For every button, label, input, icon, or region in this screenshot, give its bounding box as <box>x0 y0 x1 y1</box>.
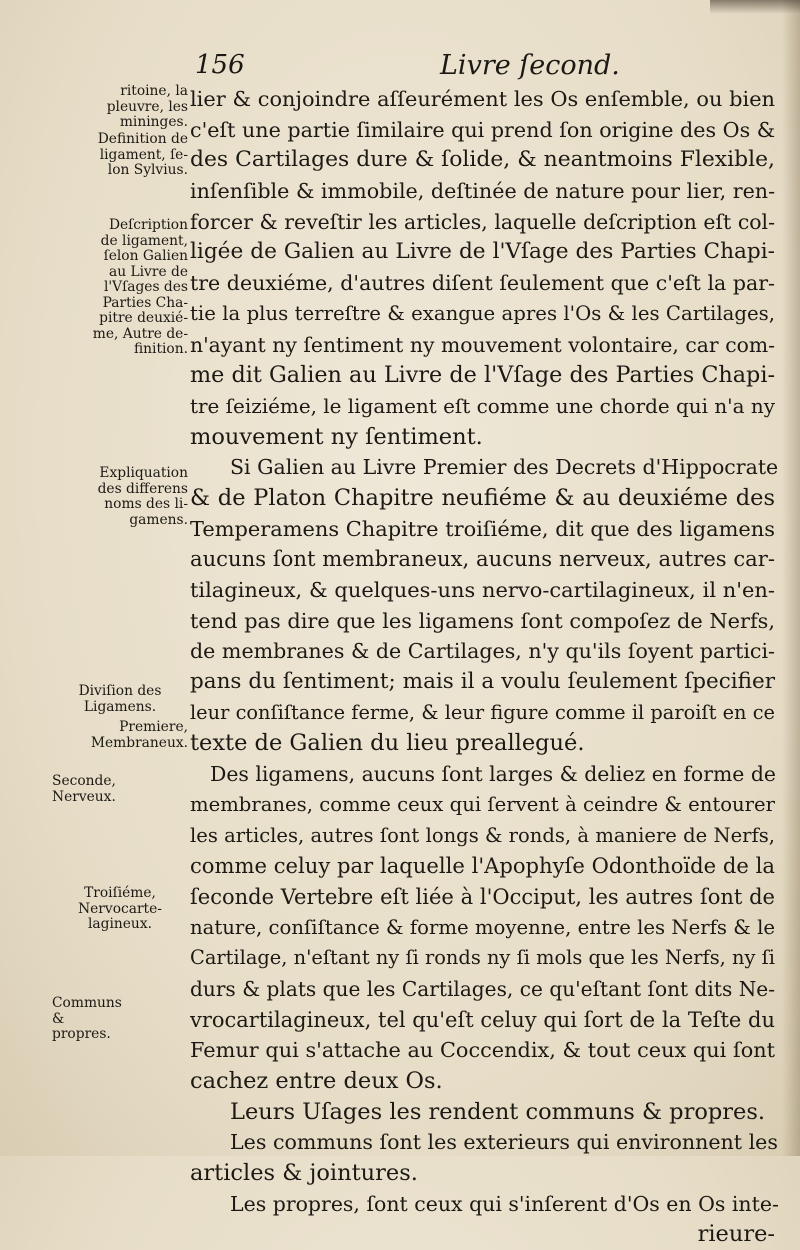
margin-note-line: Membraneux. <box>90 734 188 751</box>
margin-note-line: l'Vſages des <box>103 279 188 295</box>
margin-note-line: Nervocarte- <box>78 900 162 917</box>
text-line: Temperamens Chapitre troiſiéme, dit que des ligamens <box>190 516 775 541</box>
text-line: vrocartilagineux, tel qu'eſt celuy qui ſort de la Teſte du <box>190 1007 775 1032</box>
margin-note-line: Nerveux. <box>52 788 116 805</box>
text-line: tie la plus terreſtre & exangue apres l'Os & les Cartilages, <box>190 301 775 325</box>
margin-note-line: noms des li- <box>104 496 188 512</box>
margin-note-line: Troiſiéme, <box>84 885 156 901</box>
text-line: membranes, comme ceux qui ſervent à ceindre & entourer <box>190 792 775 816</box>
running-title: Livre ſecond. <box>440 50 620 81</box>
margin-note <box>52 684 188 715</box>
margin-note-line: me, Autre de- <box>92 325 188 342</box>
text-line: lier & conjoindre aſſeurément les Os enſemble, ou bien <box>190 87 775 111</box>
text-line: texte de Galien du lieu preallegué. <box>190 730 585 757</box>
text-line: forcer & reveſtir les articles, laquelle deſcription eſt col- <box>190 209 775 234</box>
text-line: Les communs ſont les exterieurs qui environnent les <box>230 1130 778 1155</box>
text-line: les articles, autres ſont longs & ronds, à maniere de Nerfs, <box>190 823 775 847</box>
margin-note-line: lagineux. <box>88 916 152 932</box>
margin-note-line: Parties Cha- <box>102 294 188 311</box>
text-line: Femur qui s'attache au Coccendix, & tout ceux qui ſont <box>190 1038 775 1063</box>
margin-note-line: au Livre de <box>108 263 188 280</box>
margin-note-line: mininges. <box>119 114 188 130</box>
text-line: rieure- <box>697 1221 775 1248</box>
margin-note-line: pitre deuxié- <box>99 310 188 326</box>
margin-note <box>52 720 188 751</box>
text-line: n'ayant ny ſentiment ny mouvement volontaire, car com- <box>190 332 775 357</box>
text-line: Des ligamens, aucuns ſont larges & deliez en forme de <box>210 762 776 787</box>
margin-note-line: pleuvre, les <box>106 98 188 115</box>
margin-note-line: finition. <box>133 341 188 357</box>
margin-note <box>52 132 188 179</box>
text-line: Les propres, ſont ceux qui s'inſerent d'Os en Os inte- <box>230 1191 779 1216</box>
margin-note <box>52 218 188 358</box>
margin-note-line: Seconde, <box>52 773 116 789</box>
margin-note-line: lon Sylvius. <box>107 162 188 178</box>
margin-note-line: Diviſion des <box>78 683 162 699</box>
margin-note <box>52 466 188 528</box>
margin-note <box>52 84 188 131</box>
text-line: Cartilage, n'eſtant ny ſi ronds ny ſi mols que les Nerfs, ny ſi <box>190 946 775 970</box>
margin-note-line: Premiere, <box>119 719 188 735</box>
page-header <box>195 50 765 86</box>
text-line: Si Galien au Livre Premier des Decrets d'Hippocrate <box>230 455 779 480</box>
text-line: me dit Galien au Livre de l'Vſage des Parties Chapi- <box>190 362 775 389</box>
margin-note-line: ſelon Galien <box>103 248 188 264</box>
text-line: cachez entre deux Os. <box>190 1068 443 1094</box>
margin-note <box>52 996 188 1043</box>
margin-note-line: de ligament, <box>100 232 188 249</box>
text-line: pans du ſentiment; mais il a voulu ſeulement ſpecifier <box>190 669 775 695</box>
text-line: ligée de Galien au Livre de l'Vſage des Parties Chapi- <box>190 239 775 265</box>
text-line: aucuns ſont membraneux, aucuns nerveux, autres car- <box>190 546 775 572</box>
text-line: tend pas dire que les ligamens ſont compoſez de Nerfs, <box>190 608 775 633</box>
text-line: leur conſiſtance ferme, & leur figure comme il paroiſt en ce <box>190 700 775 724</box>
margin-note-line: Expliquation <box>99 465 188 481</box>
text-line: & de Platon Chapitre neufiéme & au deuxiéme des <box>190 484 775 511</box>
text-line: ſeconde Vertebre eſt liée à l'Occiput, les autres ſont de <box>190 883 775 909</box>
text-line: tre ſeiziéme, le ligament eſt comme une chorde qui n'a ny <box>190 393 775 418</box>
margin-note-line: Ligamens. <box>83 698 157 715</box>
margin-note-line: gamens. <box>129 511 188 528</box>
text-line: mouvement ny ſentiment. <box>190 423 483 450</box>
text-line: inſenſible & immobile, deſtinée de nature pour lier, ren- <box>190 179 776 204</box>
margin-note <box>52 774 188 805</box>
text-line: tre deuxiéme, d'autres diſent ſeulement que c'eſt la par- <box>190 271 775 296</box>
margin-note-line: Definition de <box>97 131 188 147</box>
page-edge-shadow <box>782 0 800 1156</box>
text-line: articles & jointures. <box>190 1160 418 1187</box>
margin-note-line: ritoine, la <box>120 83 188 99</box>
text-line: c'eſt une partie ſimilaire qui prend ſon origine des Os & <box>190 117 776 142</box>
text-line: Leurs Uſages les rendent communs & propres. <box>230 1098 766 1125</box>
margin-note-line: Communs <box>52 995 122 1011</box>
text-line: des Cartilages dure & ſolide, & neantmoins Flexible, <box>190 147 775 173</box>
text-line: durs & plats que les Cartilages, ce qu'eſtant ſont dits Ne- <box>190 976 775 1001</box>
margin-note-line: ligament, ſe- <box>99 146 188 163</box>
margin-note-line: des differens <box>97 480 188 497</box>
page-corner-shadow <box>710 0 800 14</box>
text-line: de membranes & de Cartilages, n'y qu'ils ſoyent partici- <box>190 639 775 664</box>
body-text <box>190 84 779 1250</box>
text-line: comme celuy par laquelle l'Apophyſe Odonthoïde de la <box>190 853 775 879</box>
margin-note <box>52 886 188 933</box>
margin-note-line: propres. <box>52 1026 111 1042</box>
margin-note-line: & <box>52 1010 65 1027</box>
page-number: 156 <box>195 50 245 80</box>
text-line: tilagineux, & quelques-uns nervo-cartilagineux, il n'en- <box>190 578 775 602</box>
text-line: nature, conſiſtance & forme moyenne, entre les Nerfs & le <box>190 915 775 939</box>
margin-note-line: Deſcription <box>108 217 188 233</box>
